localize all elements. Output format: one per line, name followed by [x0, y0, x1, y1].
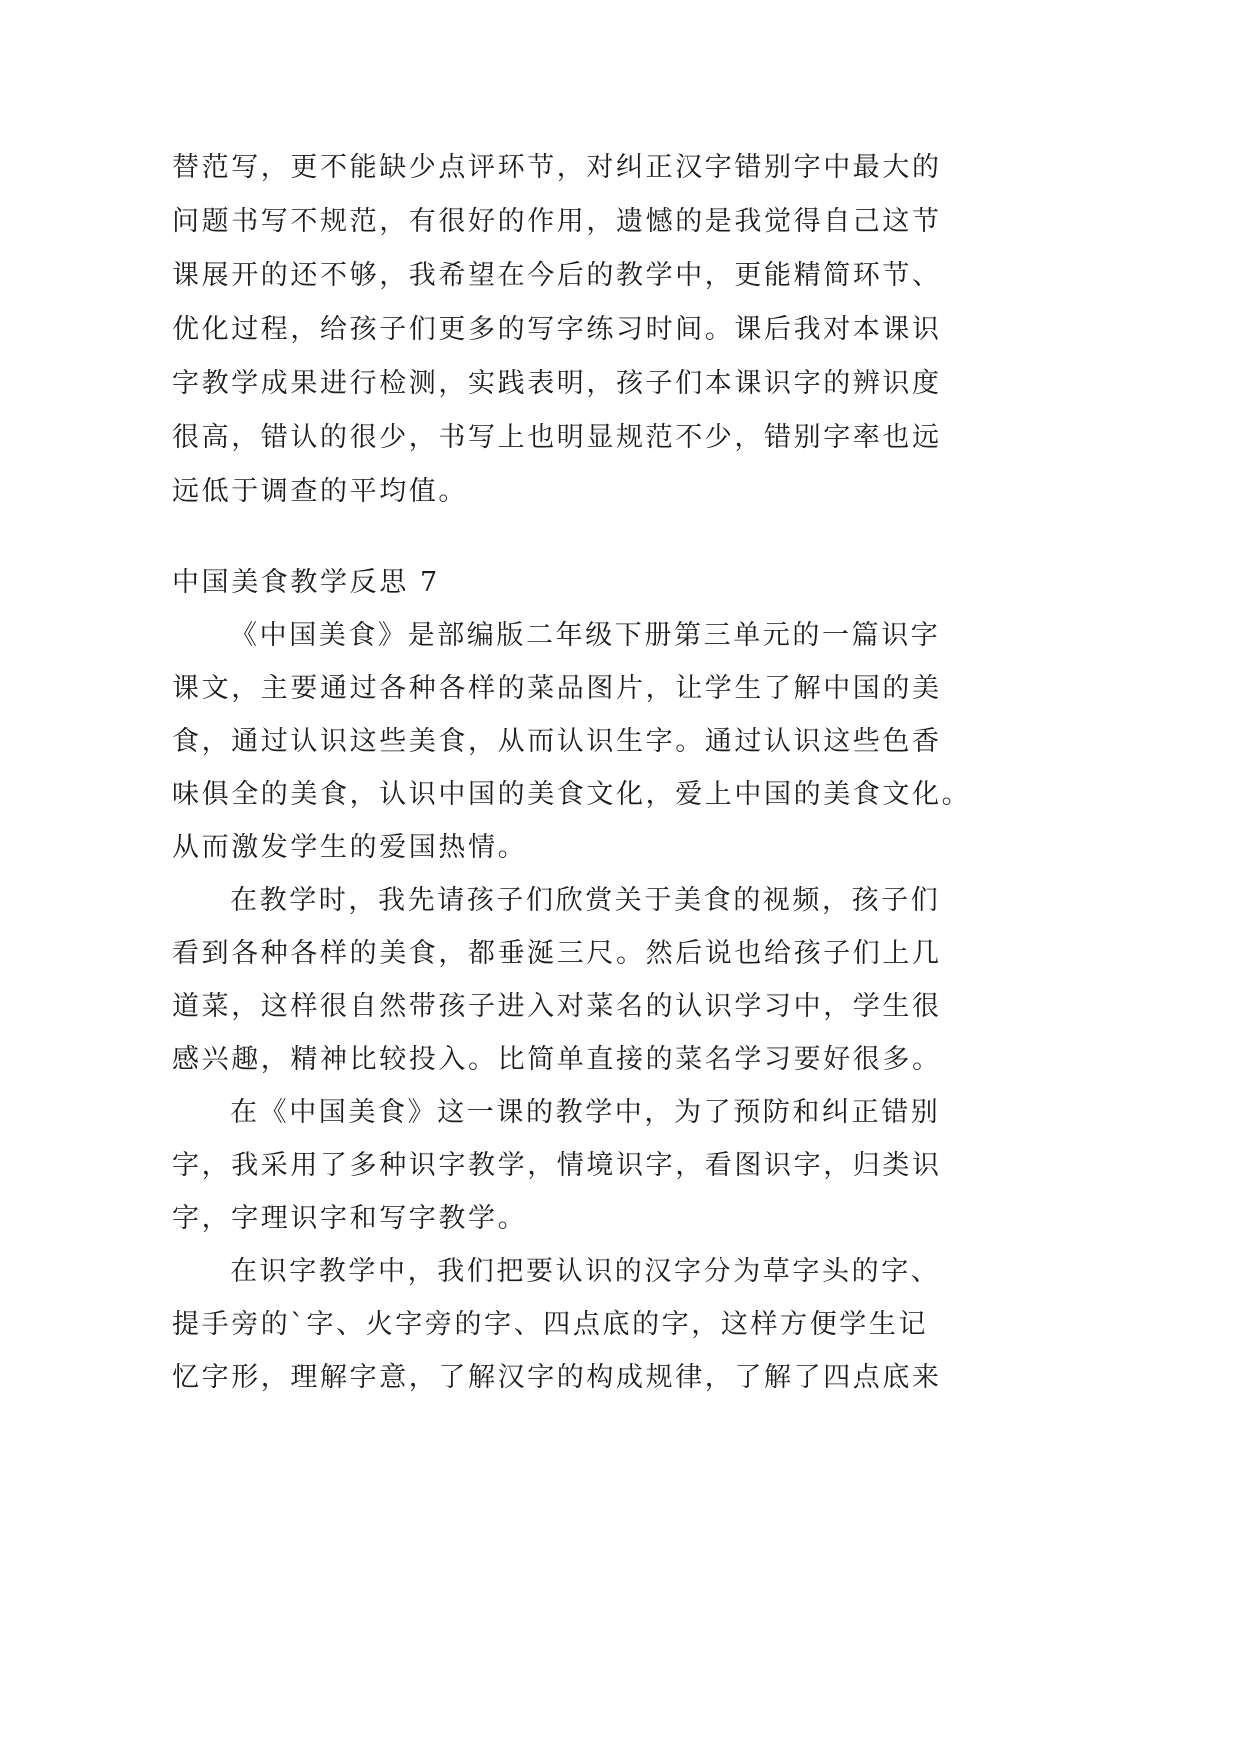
paragraph	[172, 1086, 1032, 1245]
body-line: 味俱全的美食，认识中国的美食文化，爱上中国的美食文化。	[172, 779, 972, 810]
body-line: 字，我采用了多种识字教学，情境识字，看图识字，归类识	[172, 1150, 942, 1181]
body-line: 忆字形，理解字意，了解汉字的构成规律，了解了四点底来	[172, 1362, 942, 1393]
body-line: 课文，主要通过各种各样的菜品图片，让学生了解中国的美	[172, 673, 942, 704]
body-line: 字，字理识字和写字教学。	[172, 1203, 528, 1234]
body-line: 优化过程，给孩子们更多的写字练习时间。课后我对本课识	[172, 314, 942, 345]
body-line: 《中国美食》是部编版二年级下册第三单元的一篇识字	[230, 620, 941, 651]
paragraph	[172, 874, 1032, 1086]
section-title: 中国美食教学反思 7	[172, 567, 440, 598]
body-line: 很高，错认的很少，书写上也明显规范不少，错别字率也远	[172, 422, 942, 453]
body-line: 看到各种各样的美食，都垂涎三尺。然后说也给孩子们上几	[172, 938, 942, 969]
body-line: 替范写，更不能缺少点评环节，对纠正汉字错别字中最大的	[172, 152, 942, 183]
body-line: 在识字教学中，我们把要认识的汉字分为草字头的字、	[230, 1256, 941, 1287]
body-line: 问题书写不规范，有很好的作用，遗憾的是我觉得自己这节	[172, 206, 942, 237]
section	[172, 556, 1032, 1404]
body-line: 从而激发学生的爱国热情。	[172, 832, 528, 863]
body-line: 感兴趣，精神比较投入。比简单直接的菜名学习要好很多。	[172, 1044, 942, 1075]
body-line: 道菜，这样很自然带孩子进入对菜名的认识学习中，学生很	[172, 991, 942, 1022]
continued-paragraph	[172, 141, 1032, 519]
body-line: 课展开的还不够，我希望在今后的教学中，更能精简环节、	[172, 260, 942, 291]
paragraph	[172, 1245, 1032, 1404]
body-line: 在教学时，我先请孩子们欣赏关于美食的视频，孩子们	[230, 885, 941, 916]
body-line: 提手旁的`字、火字旁的字、四点底的字，这样方便学生记	[172, 1309, 929, 1340]
paragraph	[172, 609, 1032, 874]
body-line: 远低于调查的平均值。	[172, 476, 468, 507]
body-line: 食，通过认识这些美食，从而认识生字。通过认识这些色香	[172, 726, 942, 757]
body-line: 字教学成果进行检测，实践表明，孩子们本课识字的辨识度	[172, 368, 942, 399]
body-line: 在《中国美食》这一课的教学中，为了预防和纠正错别	[230, 1097, 941, 1128]
